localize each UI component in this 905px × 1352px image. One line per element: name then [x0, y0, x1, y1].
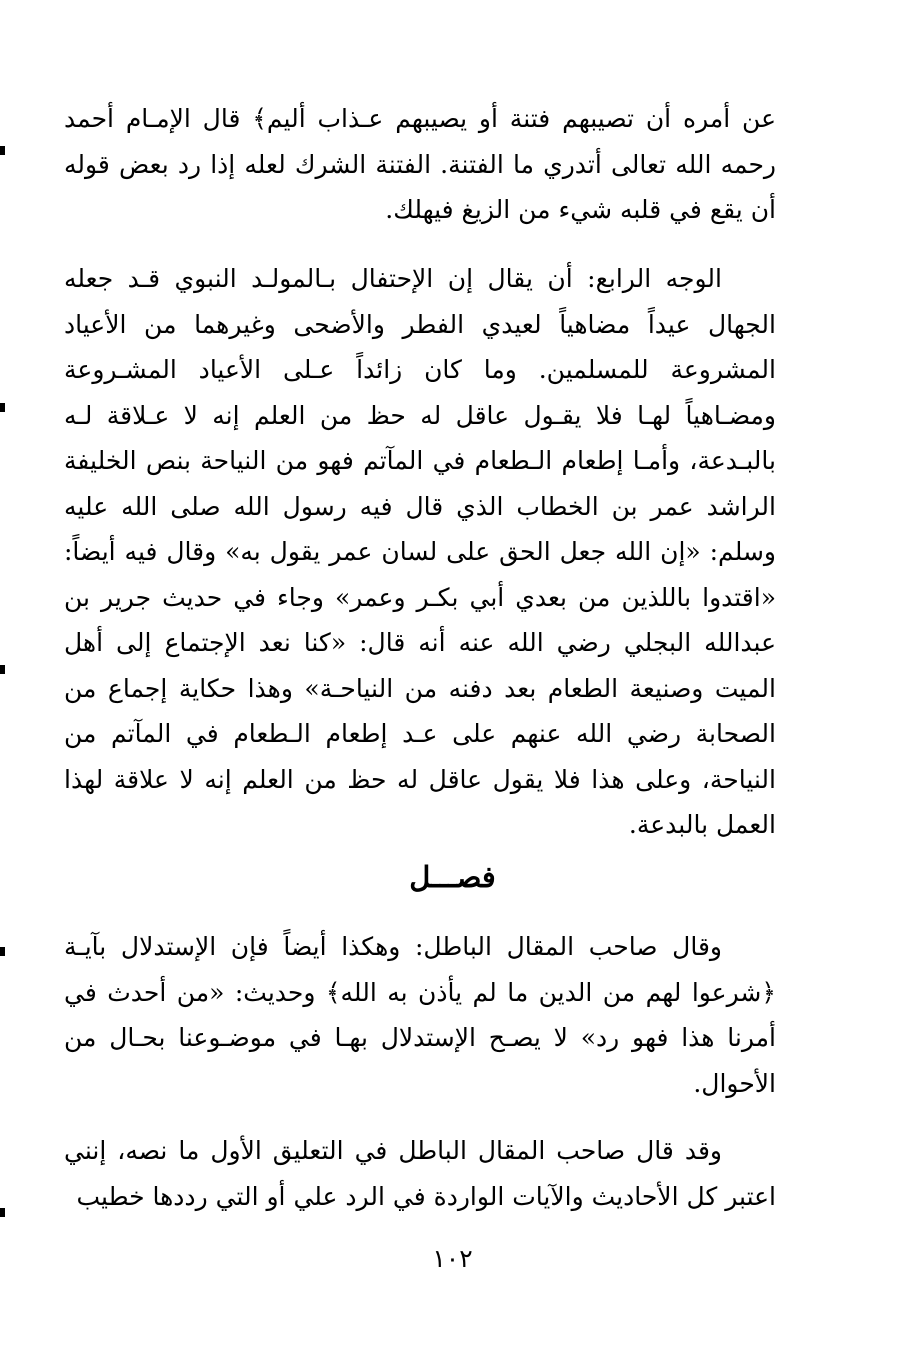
- page-number: ١٠٢: [432, 1244, 473, 1273]
- margin-mark: [0, 1208, 5, 1217]
- margin-mark: [0, 665, 5, 674]
- paragraph-invalid-article: وقال صاحب المقال الباطل: وهكذا أيضاً فإن الإستدلال بآيـة ﴿شرعوا لهم من الدين ما لم يأذن به الله﴾ وحديث: «من أحدث في أمرنا هذا فهو رد» لا يصـح الإستدلال بهـا في موضـوعنا بحـال من الأحوال.: [64, 932, 776, 1098]
- margin-mark: [0, 403, 5, 412]
- margin-mark: [0, 947, 5, 956]
- section-heading: فصـــل: [409, 860, 496, 894]
- paragraph-continuation: عن أمره أن تصيبهم فتنة أو يصيبهم عـذاب أليم﴾ قال الإمـام أحمد رحمه الله تعالى أتدري ما الفتنة. الفتنة الشرك لعله إذا رد بعض قوله أن يقع في قلبه شيء من الزيغ فيهلك.: [64, 104, 776, 224]
- paragraph-first-comment: وقد قال صاحب المقال الباطل في التعليق الأول ما نصه، إنني اعتبر كل الأحاديث والآيات الواردة في الرد علي أو التي رددها خطيب: [64, 1136, 776, 1211]
- margin-mark: [0, 146, 5, 155]
- paragraph-fourth-aspect: الوجه الرابع: أن يقال إن الإحتفال بـالمولـد النبوي قـد جعله الجهال عيداً مضاهياً لعيدي الفطر والأضحى وغيرهما من الأعياد المشروعة للمسلمين. وما كان زائداً عـلى الأعياد المشـروعة ومضـاهياً لهـا فلا يقـول عاقل له حظ من العلم إنه لا عـلاقة لـه بالبـدعة، وأمـا إطعام الـطعام في المآتم فهو من النياحة بنص الخليفة الراشد عمر بن الخطاب الذي قال فيه رسول الله صلى الله عليه وسلم: «إن الله جعل الحق على لسان عمر يقول به» وقال فيه أيضاً: «اقتدوا باللذين من بعدي أبي بكـر وعمر» وجاء في حديث جرير بن عبدالله البجلي رضي الله عنه أنه قال: «كنا نعد الإجتماع إلى أهل الميت وصنيعة الطعام بعد دفنه من النياحـة» وهذا حكاية إجماع من الصحابة رضي الله عنهم على عـد إطعام الـطعام في المآتم من النياحة، وعلى هذا فلا يقول عاقل له حظ من العلم إنه لا علاقة لهذا العمل بالبدعة.: [64, 264, 776, 839]
